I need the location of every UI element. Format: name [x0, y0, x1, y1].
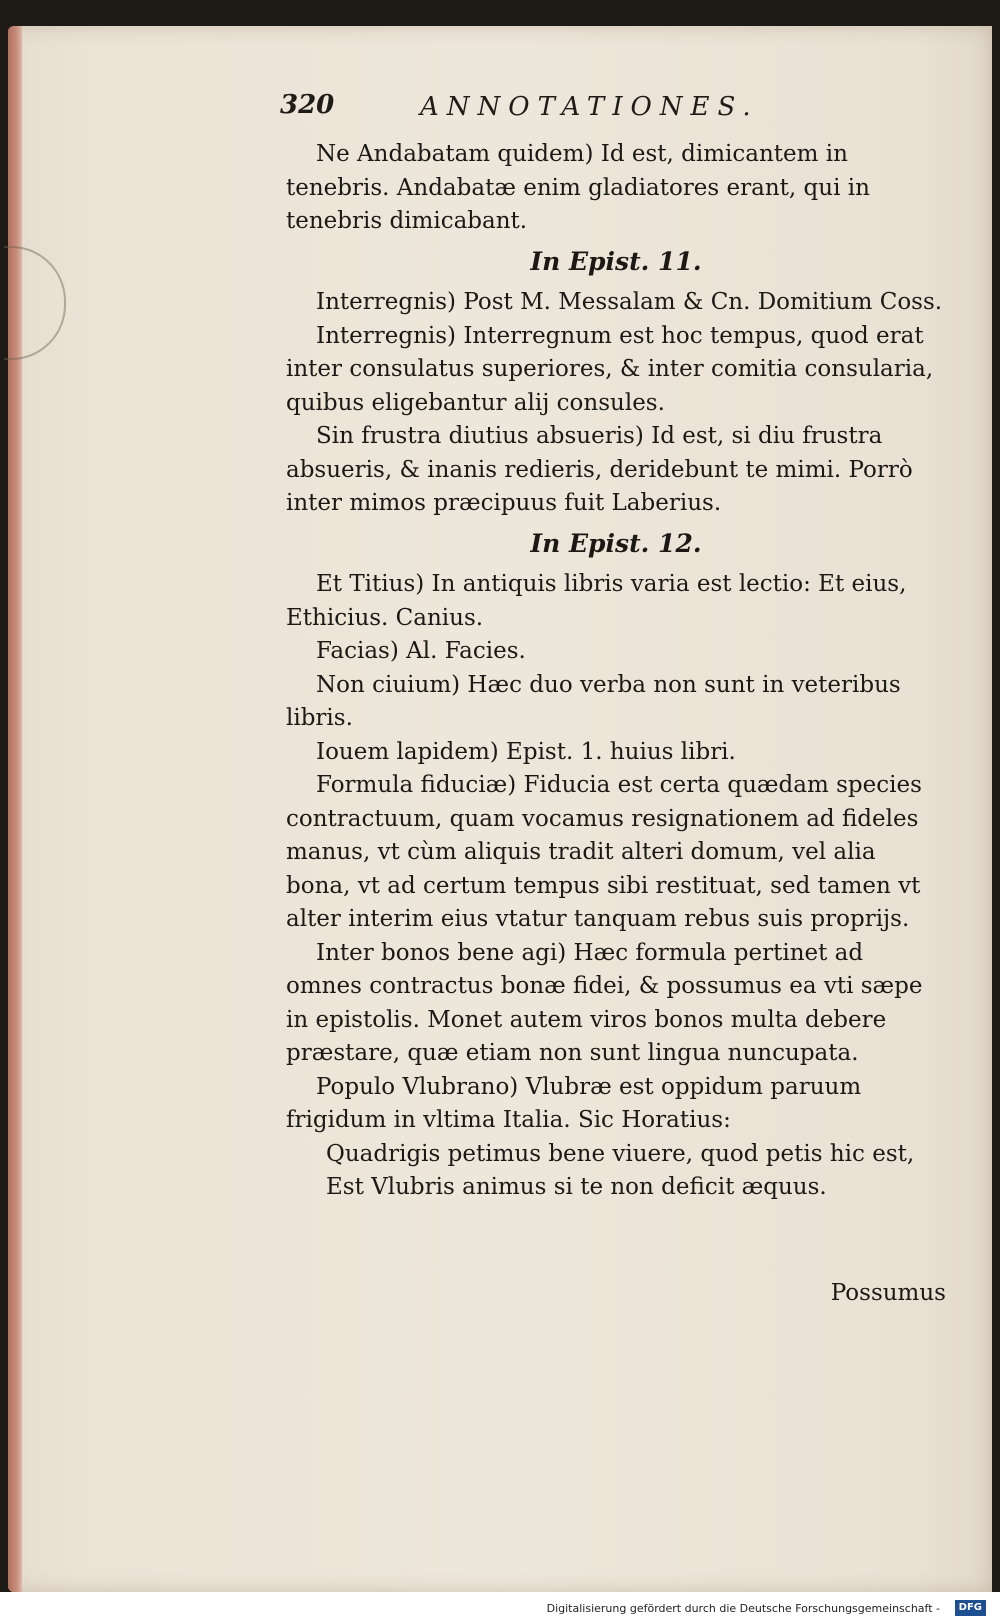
- funding-credit: Digitalisierung gefördert durch die Deutsche Forschungsgemeinschaft -: [546, 1602, 940, 1615]
- annotation-paragraph: Formula fiduciæ) Fiducia est certa quædam species contractuum, quam vocamus resignationem ad fideles manus, vt cùm aliquis tradit alteri domum, vel alia bona, vt ad certum tempus sibi restituat, sed tamen vt alter interim eius vtatur tanquam rebus suis proprijs.: [286, 772, 922, 932]
- annotation-paragraph: Interregnis) Post M. Messalam & Cn. Domitium Coss.: [316, 289, 943, 315]
- page-header: [280, 90, 940, 134]
- running-title: ANNOTATIONES.: [420, 92, 759, 122]
- verse-line: Quadrigis petimus bene viuere, quod petis hic est,: [326, 1140, 915, 1167]
- section-heading: In Epist. 12.: [530, 528, 702, 558]
- digitization-footer: [0, 1592, 1000, 1622]
- annotation-paragraph: Facias) Al. Facies.: [316, 638, 526, 664]
- verse-line: Est Vlubris animus si te non deficit æquus.: [326, 1174, 827, 1200]
- annotation-paragraph: Inter bonos bene agi) Hæc formula pertinet ad omnes contractus bonæ fidei, & possumus ea vti sæpe in epistolis. Monet autem viros bonos multa debere præstare, quæ etiam non sunt lingua nuncupata.: [286, 939, 923, 1066]
- annotation-paragraph: Non ciuium) Hæc duo verba non sunt in veteribus libris.: [286, 671, 901, 731]
- section-heading: In Epist. 11.: [530, 246, 702, 276]
- annotation-paragraph: Et Titius) In antiquis libris varia est lectio: Et eius, Ethicius. Canius.: [286, 571, 907, 631]
- catchword: Possumus: [830, 1280, 946, 1306]
- dfg-logo: DFG: [955, 1600, 986, 1616]
- annotation-paragraph: Ne Andabatam quidem) Id est, dimicantem in tenebris. Andabatæ enim gladiatores erant, qui in tenebris dimicabant.: [286, 141, 870, 234]
- annotation-paragraph: Populo Vlubrano) Vlubræ est oppidum paruum frigidum in vltima Italia. Sic Horatius:: [286, 1073, 862, 1133]
- bookmark-ribbon: [4, 246, 66, 360]
- annotation-paragraph: Iouem lapidem) Epist. 1. huius libri.: [316, 738, 736, 765]
- annotation-paragraph: Sin frustra diutius absueris) Id est, si diu frustra absueris, & inanis redieris, deridebunt te mimi. Porrò inter mimos præcipuus fuit Laberius.: [286, 423, 913, 516]
- annotation-paragraph: Interregnis) Interregnum est hoc tempus, quod erat inter consulatus superiores, & inter comitia consularia, quibus eligebantur alij consules.: [286, 322, 934, 416]
- page-number: 320: [280, 90, 335, 120]
- annotation-text: [286, 138, 946, 1205]
